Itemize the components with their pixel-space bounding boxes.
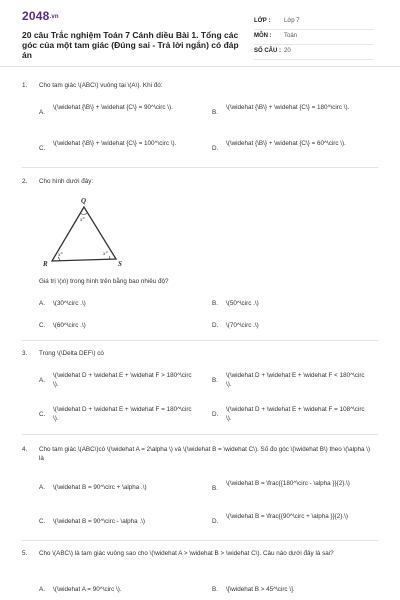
option-text: \(\widehat B = 90^\circ - \alpha .\) [53, 518, 146, 525]
site-logo[interactable] [22, 9, 59, 23]
meta-key: MÔN : [254, 33, 272, 39]
question-number: 4. [22, 446, 28, 453]
vertex-label-r: R [43, 260, 48, 268]
meta-key: LỚP : [254, 18, 271, 24]
option-label: D. [212, 518, 219, 525]
option-text: \(\widehat D + \widehat E + \widehat F < 180^\circ \). [226, 372, 365, 388]
option-label: C. [39, 322, 46, 329]
question-number: 3. [22, 350, 28, 357]
question-stem: Cho hình dưới đây: [39, 178, 94, 185]
option-text: \(50^\circ .\) [226, 300, 259, 307]
option-label: B. [212, 377, 218, 384]
option-label: D. [212, 322, 219, 329]
option-label: B. [212, 300, 218, 307]
option-label: A. [39, 377, 45, 384]
question-number: 5. [22, 550, 28, 557]
option-text: \(\widehat A = 90^\circ \). [53, 586, 122, 593]
question-number: 2. [22, 178, 28, 185]
option-label: A. [39, 586, 45, 593]
option-label: D. [212, 411, 219, 418]
divider [22, 340, 378, 341]
option-label: C. [39, 518, 46, 525]
meta-value: Toán [284, 33, 298, 39]
option-label: B. [212, 485, 218, 492]
document-title: 20 câu Trắc nghiệm Toán 7 Cánh diều Bài 1. Tổng các góc của một tam giác (Đúng sai - Trả lời ngắn) có đáp án [22, 30, 239, 60]
option-text: \(\widehat D + \widehat E + \widehat F > 180^\circ \). [53, 372, 192, 388]
logo-suffix: .vn [49, 13, 59, 20]
meta-key: SỐ CÂU : [254, 48, 281, 54]
option-label: A. [39, 109, 45, 116]
option-text: \(\widehat D + \widehat E + \widehat F = 108^\circ \). [226, 406, 365, 422]
option-text: \(\widehat B = 90^\circ + \alpha .\) [53, 484, 147, 491]
meta-row-grade [254, 14, 374, 30]
option-label: D. [212, 145, 219, 152]
triangle-figure [40, 195, 135, 270]
meta-row-count [254, 44, 374, 60]
option-text: \(\widehat {\B\} + \widehat {C\} = 60^\circ \). [226, 140, 346, 147]
document-header [0, 0, 400, 67]
divider [22, 540, 378, 541]
angle-label-s: x° [103, 251, 108, 257]
question-stem: Cho \(ABC\) là tam giác vuông sao cho \(\widehat A > \widehat B > \widehat C\). Câu nào dưới đây là sai? [39, 550, 334, 557]
option-text: \[\widehat B > 45^\circ \]. [226, 586, 295, 593]
meta-row-subject [254, 29, 374, 45]
vertex-label-s: S [118, 260, 122, 268]
option-label: B. [212, 586, 218, 593]
option-text: \(60^\circ .\) [53, 322, 86, 329]
option-label: C. [39, 145, 46, 152]
option-text: \(\widehat B = \frac{{90^\circ + \alpha }}{2}.\) [226, 513, 348, 520]
meta-value: Lớp 7 [284, 18, 300, 24]
meta-value: 20 [284, 48, 291, 54]
question-stem: Cho tam giác \(ABC\) vuông tại \(A\). Khi đó: [39, 82, 163, 89]
option-label: A. [39, 484, 45, 491]
question-text: Giá trị \(x\) trong hình trên bằng bao nhiêu độ? [39, 278, 169, 285]
divider [22, 434, 378, 435]
vertex-label-q: Q [81, 197, 87, 205]
angle-arc-s [110, 256, 111, 259]
logo-text: 2048 [22, 9, 50, 23]
option-text: \(70^\circ .\) [226, 322, 259, 329]
option-text: \(\widehat {\B\} + \widehat {C\} = 100^\circ \). [53, 140, 177, 147]
option-label: B. [212, 109, 218, 116]
divider [22, 167, 378, 168]
question-stem: Cho tam giác \(ABC\)có \(\widehat A = 2\alpha \) và \(\widehat B = \widehat C\). Số đo góc \(\widehat B\) theo \(\alpha \) là [39, 446, 371, 462]
question-number: 1. [22, 82, 28, 89]
option-label: C. [39, 411, 46, 418]
angle-label-q: x° [80, 217, 85, 223]
option-text: \(30^\circ .\) [53, 300, 86, 307]
option-text: \(\widehat {\B\} + \widehat {C\} = 90^\circ \). [53, 104, 173, 111]
angle-label-r: x° [58, 252, 63, 258]
option-label: A. [39, 300, 45, 307]
option-text: \(\widehat B = \frac{{180^\circ - \alpha }}{2}.\) [226, 480, 350, 487]
option-text: \(\widehat {\B\} + \widehat {C\} = 180^\circ \). [226, 104, 350, 111]
question-stem: Trong \(\Delta DEF\) có [39, 350, 104, 357]
option-text: \(\widehat D + \widehat E + \widehat F = 180^\circ \). [53, 406, 192, 422]
